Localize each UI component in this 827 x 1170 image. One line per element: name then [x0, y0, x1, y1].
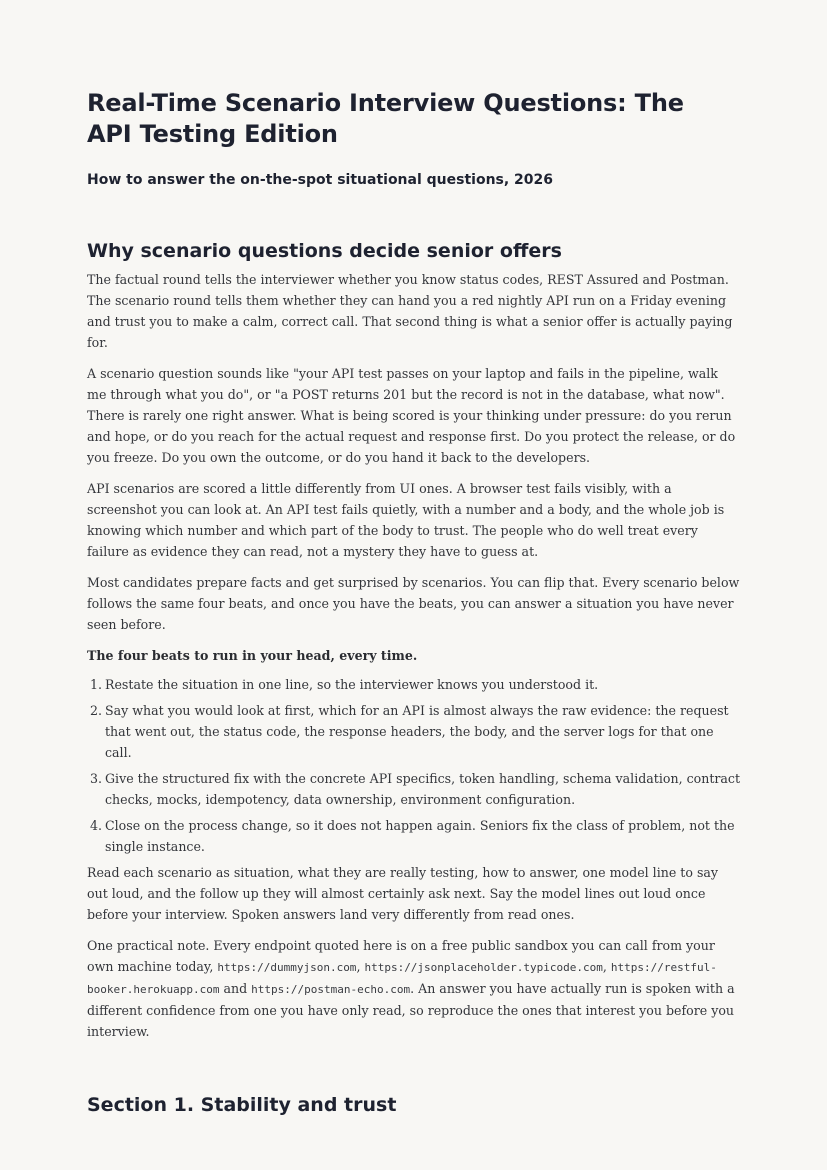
list-item-text: Restate the situation in one line, so the interviewer knows you understood it. [105, 677, 599, 692]
beats-heading: The four beats to run in your head, every time. [87, 648, 418, 663]
list-item [87, 700, 741, 763]
note-separator: , [356, 959, 365, 974]
section-1-heading: Section 1. Stability and trust [87, 1094, 397, 1116]
list-number: 2. [90, 703, 103, 718]
url-jsonplaceholder: https://jsonplaceholder.typicode.com [364, 961, 603, 974]
paragraph: The factual round tells the interviewer whether you know status codes, REST Assured and Postman. The scenario round tells them whether they can hand you a red nightly API run on a Friday evening and trust you to make a calm, correct call. That second thing is what a senior offer is actually paying for. [87, 272, 733, 350]
paragraph: Read each scenario as situation, what they are really testing, how to answer, one model line to say out loud, and the follow up they will almost certainly ask next. Say the model lines out loud once before your interview. Spoken answers land very differently from read ones. [87, 865, 719, 922]
document-title: Real-Time Scenario Interview Questions: The API Testing Edition [87, 89, 684, 148]
list-item [87, 674, 741, 695]
note-and: and [219, 981, 252, 996]
note-text: One practical note. Every endpoint quoted here is on a free public sandbox you can call from your own machine today, [87, 938, 715, 974]
list-number: 3. [90, 771, 103, 786]
beats-list [87, 674, 741, 857]
paragraph: API scenarios are scored a little differently from UI ones. A browser test fails visibly, with a screenshot you can look at. An API test fails quietly, with a number and a body, and the whole job is knowing which number and which part of the body to trust. The people who do well treat every failure as evidence they can read, not a mystery they have to guess at. [87, 481, 725, 559]
url-postman-echo: https://postman-echo.com [251, 983, 411, 996]
list-item-text: Give the structured fix with the concrete API specifics, token handling, schema validation, contract checks, mocks, idempotency, data ownership, environment configuration. [105, 771, 741, 807]
paragraph: Most candidates prepare facts and get surprised by scenarios. You can flip that. Every scenario below follows the same four beats, and once you have the beats, you can answer a situation you have never seen before. [87, 575, 740, 632]
list-item [87, 815, 741, 857]
intro-heading: Why scenario questions decide senior offers [87, 240, 562, 262]
url-dummyjson: https://dummyjson.com [217, 961, 357, 974]
note-text: . An answer you have actually run is spoken with a different confidence from one you have only read, so reproduce the ones that interest you before you interview. [87, 981, 735, 1039]
list-number: 4. [90, 818, 103, 833]
list-item [87, 768, 741, 810]
paragraph: A scenario question sounds like "your API test passes on your laptop and fails in the pipeline, walk me through what you do", or "a POST returns 201 but the record is not in the database, what now". There is rarely one right answer. What is being scored is your thinking under pressure: do you rerun and hope, or do you reach for the actual request and response first. Do you protect the release, or do you freeze. Do you own the outcome, or do you hand it back to the developers. [87, 366, 736, 465]
url-restful-booker: https://restful-booker.herokuapp.com [87, 961, 717, 996]
list-item-text: Close on the process change, so it does not happen again. Seniors fix the class of problem, not the single instance. [105, 818, 735, 854]
list-item-text: Say what you would look at first, which for an API is almost always the raw evidence: the request that went out, the status code, the response headers, the body, and the server logs for that one call. [105, 703, 729, 760]
document-subtitle: How to answer the on-the-spot situational questions, 2026 [87, 172, 554, 188]
note-separator: , [602, 959, 607, 974]
practical-note [87, 935, 741, 1042]
list-number: 1. [90, 677, 103, 692]
